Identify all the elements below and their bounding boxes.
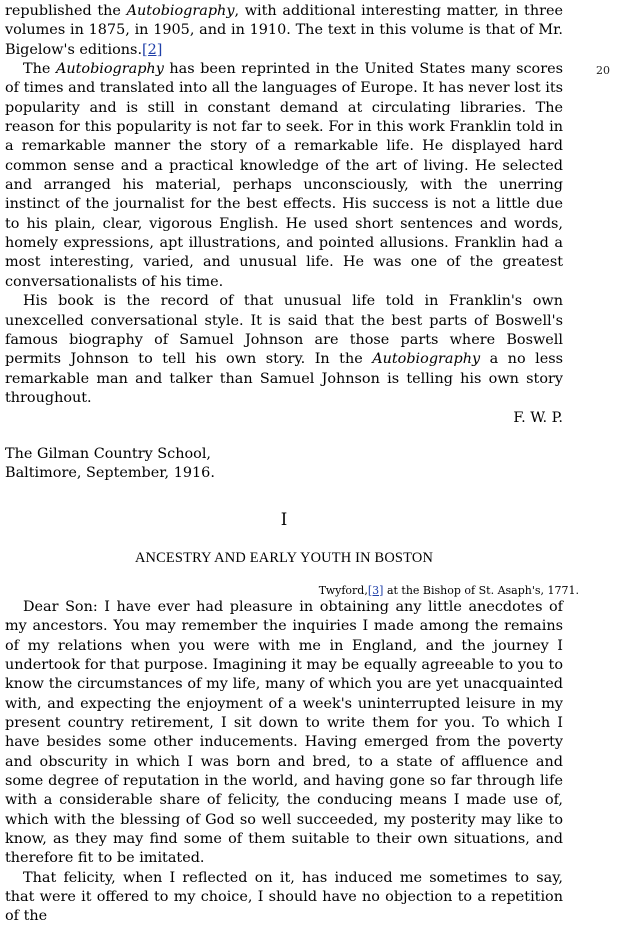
text-segment: republished the xyxy=(5,3,127,19)
signature-initials: F. W. P. xyxy=(513,410,563,427)
chapter-paragraph-2: That felicity, when I reflected on it, has induced me sometimes to say, that were it offered to my choice, I should have no objection to a repetition of the xyxy=(5,869,563,925)
footnote-link-3[interactable]: [3] xyxy=(367,583,384,597)
text-segment: has been reprinted in the United States many scores of times and translated into all the languages of Europe. It has never lost its popularity and is still in constant demand at circulating libraries. The reason for this popularity is not far to seek. For in this work Franklin told in a remarkable manner the story of a remarkable life. He displayed hard common sense and a practical knowledge of the art of living. He selected and arranged his material, perhaps unconsciously, with the unerring instinct of the journalist for the best effects. His success is not a little due to his plain, clear, vigorous English. He used short sentences and words, homely expressions, apt illustrations, and pointed allusions. Franklin had a most interesting, varied, and unusual life. He was one of the greatest conversationalists of his time. xyxy=(5,61,563,290)
chapter-paragraph-1: Dear Son: I have ever had pleasure in obtaining any little anecdotes of my ancestors. You may remember the inquiries I made among the remains of my relations when you were with me in England, and the journey I undertook for that purpose. Imagining it may be equally agreeable to you to know the circumstances of my life, many of which you are yet unacquainted with, and expecting the enjoyment of a week's uninterrupted leisure in my present country retirement, I sit down to write them for you. To which I have besides some other inducements. Having emerged from the poverty and obscurity in which I was born and bred, to a state of affluence and some degree of reputation in the world, and having gone so far through life with a considerable share of felicity, the conducing means I made use of, which with the blessing of God so well succeeded, my posterity may like to know, as they may find some of them suitable to their own situations, and therefore fit to be imitated. xyxy=(5,598,563,867)
dateline-place: Twyford, xyxy=(318,583,368,597)
text-segment: , with additional interesting matter, in three volumes in 1875, in 1905, and in 1910. The text in this volume is that of Mr. Bigelow's editions. xyxy=(5,3,563,58)
intro-paragraph-2 xyxy=(5,60,563,292)
text-segment: The xyxy=(23,61,56,78)
text-segment: His book is the record of that unusual life told in Franklin's own unexcelled conversational style. It is said that the best parts of Boswell's famous biography of Samuel Johnson are those parts where Boswell permits Johnson to tell his own story. In the xyxy=(5,293,563,368)
letter-dateline xyxy=(5,584,579,598)
footnote-link-2[interactable]: [2] xyxy=(142,41,163,58)
address-block xyxy=(5,445,563,484)
address-line-date: Baltimore, September, 1916. xyxy=(5,465,215,482)
book-title-italic: Autobiography xyxy=(126,3,235,19)
intro-paragraph-1 xyxy=(5,2,563,60)
page-content xyxy=(5,2,579,927)
address-line-school: The Gilman Country School, xyxy=(5,445,211,462)
dateline-detail: at the Bishop of St. Asaph's, 1771. xyxy=(383,583,579,597)
page-number: 20 xyxy=(596,64,610,77)
chapter-title: ANCESTRY AND EARLY YOUTH IN BOSTON xyxy=(134,549,434,566)
text-segment: a no less remarkable man and talker than Samuel Johnson is telling his own story throughout. xyxy=(5,351,563,406)
book-title-italic: Autobiography xyxy=(372,351,481,368)
chapter-number: I xyxy=(280,509,288,529)
book-title-italic: Autobiography xyxy=(55,61,164,78)
intro-paragraph-3 xyxy=(5,292,563,408)
